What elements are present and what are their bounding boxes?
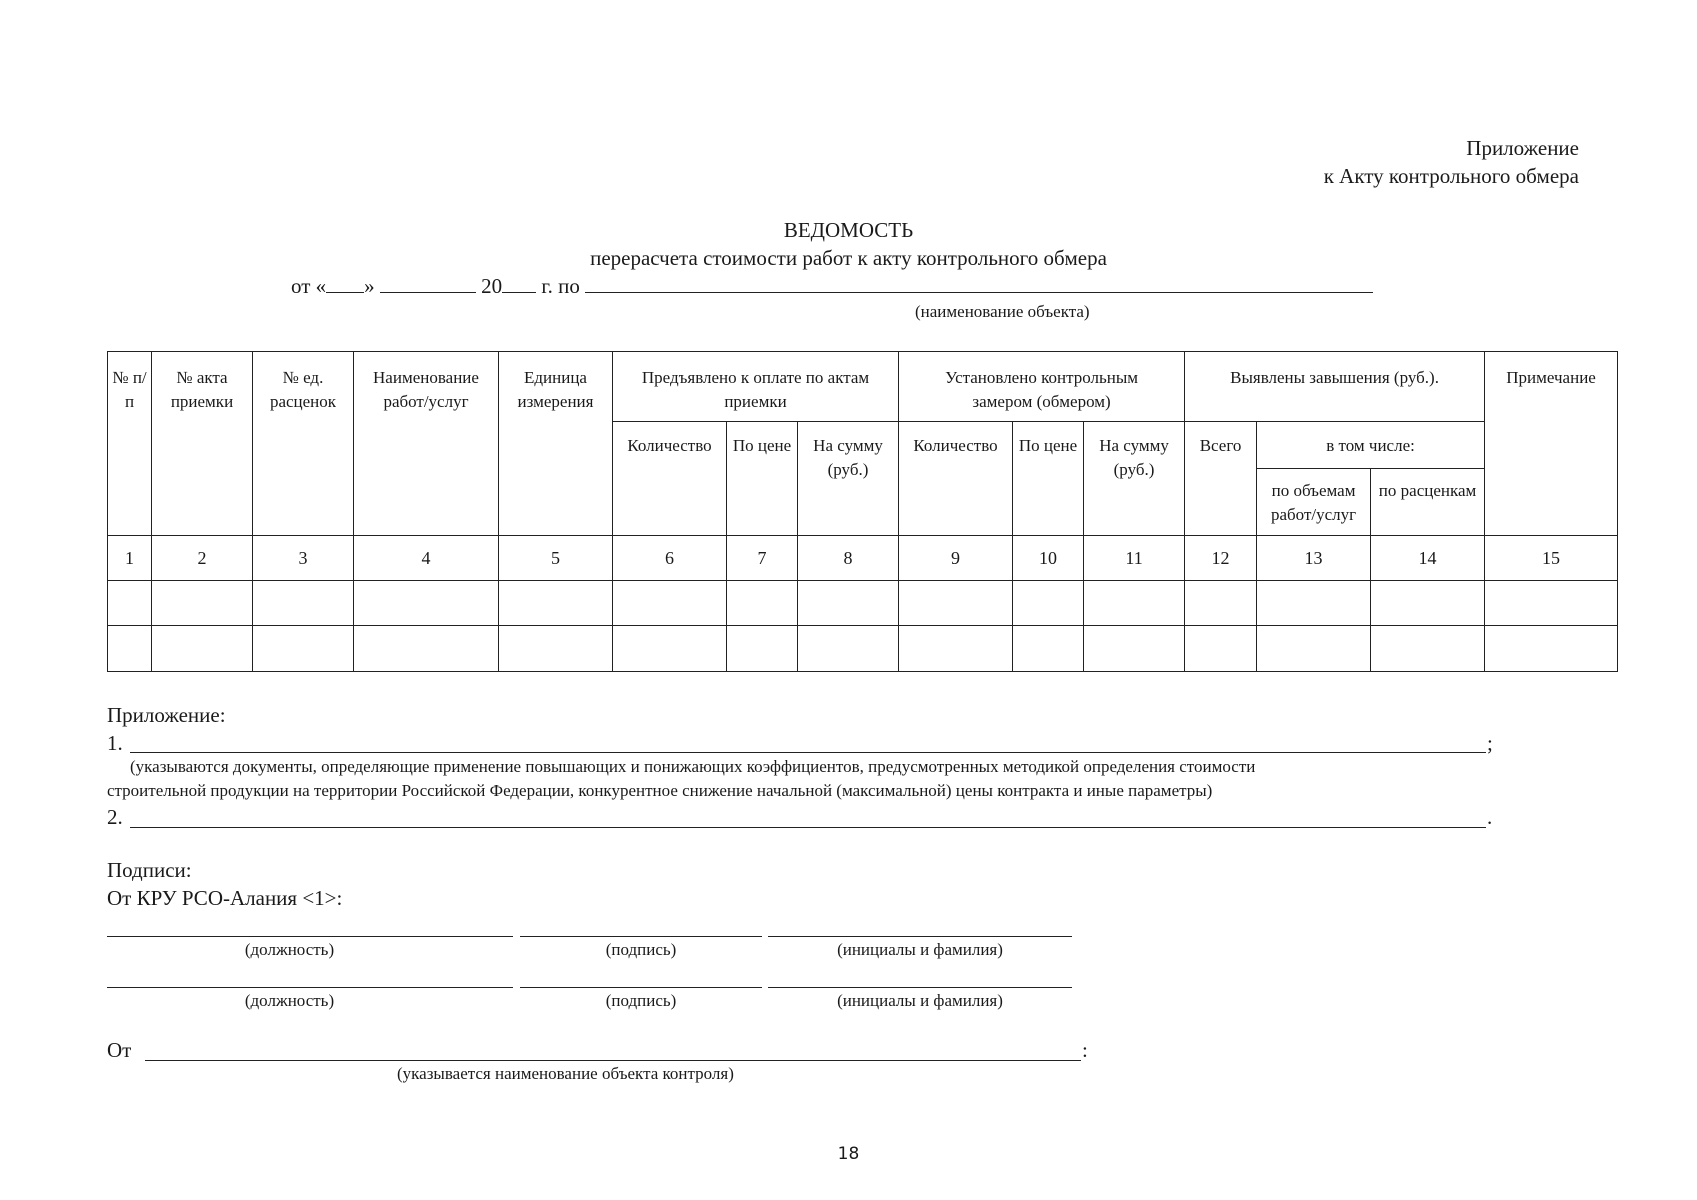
- column-number: 7: [727, 536, 798, 581]
- column-number: 8: [798, 536, 899, 581]
- column-number: 1: [108, 536, 152, 581]
- header-total: Всего: [1185, 422, 1257, 536]
- empty-cell: [899, 626, 1013, 672]
- empty-cell: [1013, 626, 1084, 672]
- header-overstated-group: Выявлены завышения (руб.).: [1185, 352, 1485, 422]
- from-kru-label: От КРУ РСО-Алания <1>:: [107, 886, 343, 910]
- column-numbers-row: [108, 536, 1618, 581]
- empty-cell: [613, 581, 727, 626]
- empty-cell: [1084, 581, 1185, 626]
- signature-line-1: [520, 936, 762, 937]
- appendix-header: [1324, 134, 1579, 190]
- empty-data-row: [108, 581, 1618, 626]
- empty-cell: [499, 626, 613, 672]
- attachment-2-blank: [130, 827, 1486, 828]
- empty-cell: [798, 626, 899, 672]
- position-line-1: [107, 936, 513, 937]
- attachment-note-line-1: (указываются документы, определяющие применение повышающих и понижающих коэффициентов, предусмотренных методикой определения стоимости: [130, 757, 1256, 776]
- appendix-header-line1: Приложение: [1466, 136, 1579, 160]
- empty-cell: [1485, 626, 1618, 672]
- year-prefix: 20: [481, 274, 503, 298]
- header-act-number: № акта приемки: [152, 352, 253, 536]
- empty-cell: [152, 581, 253, 626]
- header-including: в том числе:: [1257, 422, 1485, 469]
- empty-cell: [899, 581, 1013, 626]
- header-quantity: Количество: [613, 422, 727, 536]
- from-label: От: [107, 1038, 132, 1062]
- control-object-blank: [145, 1060, 1081, 1061]
- attachment-2-end: .: [1487, 805, 1493, 829]
- header-note: Примечание: [1485, 352, 1618, 536]
- empty-cell: [354, 581, 499, 626]
- date-line: [291, 274, 1373, 299]
- date-prefix: от «: [291, 274, 327, 298]
- attachment-note-line-2: строительной продукции на территории Российской Федерации, конкурентное снижение начальной (максимальной) цены контракта и иные параметры): [107, 781, 1213, 800]
- column-number: 4: [354, 536, 499, 581]
- day-blank: [326, 292, 364, 293]
- initials-caption-1: (инициалы и фамилия): [837, 940, 1003, 959]
- column-number: 9: [899, 536, 1013, 581]
- year-blank: [502, 292, 536, 293]
- empty-cell: [727, 626, 798, 672]
- attachments-heading: Приложение:: [107, 703, 226, 727]
- header-presented-group: Предъявлено к оплате по актам приемки: [613, 352, 899, 422]
- header-price: По цене: [727, 422, 798, 536]
- attachment-2-label: 2.: [107, 805, 123, 829]
- empty-cell: [108, 581, 152, 626]
- column-number: 10: [1013, 536, 1084, 581]
- document-subtitle: перерасчета стоимости работ к акту контрольного обмера: [590, 246, 1107, 270]
- empty-cell: [1013, 581, 1084, 626]
- position-line-2: [107, 987, 513, 988]
- date-close-quote: »: [364, 274, 375, 298]
- empty-cell: [798, 581, 899, 626]
- control-object-caption: (указывается наименование объекта контроля): [397, 1064, 734, 1083]
- empty-cell: [152, 626, 253, 672]
- signature-caption-1: (подпись): [605, 940, 677, 959]
- document-title: ВЕДОМОСТЬ: [783, 218, 914, 242]
- initials-caption-2: (инициалы и фамилия): [837, 991, 1003, 1010]
- position-caption-2: (должность): [244, 991, 335, 1010]
- empty-cell: [253, 581, 354, 626]
- appendix-header-line2: к Акту контрольного обмера: [1323, 164, 1579, 188]
- header-sum-2: На сумму (руб.): [1084, 422, 1185, 536]
- empty-cell: [253, 626, 354, 672]
- empty-data-row: [108, 626, 1618, 672]
- date-suffix: г. по: [541, 274, 580, 298]
- empty-cell: [1257, 581, 1371, 626]
- initials-line-2: [768, 987, 1072, 988]
- header-sum: На сумму (руб.): [798, 422, 899, 536]
- signatures-heading: Подписи:: [107, 858, 192, 882]
- header-number: № п/п: [108, 352, 152, 536]
- column-number: 6: [613, 536, 727, 581]
- empty-cell: [1371, 626, 1485, 672]
- object-caption: (наименование объекта): [915, 302, 1090, 321]
- signature-caption-2: (подпись): [605, 991, 677, 1010]
- position-caption-1: (должность): [244, 940, 335, 959]
- initials-line-1: [768, 936, 1072, 937]
- header-rate-number: № ед. расценок: [253, 352, 354, 536]
- page-number: 18: [837, 1144, 860, 1164]
- header-quantity-2: Количество: [899, 422, 1013, 536]
- header-by-rates: по расценкам: [1371, 469, 1485, 536]
- empty-cell: [354, 626, 499, 672]
- attachment-1-label: 1.: [107, 731, 123, 755]
- empty-cell: [108, 626, 152, 672]
- column-number: 13: [1257, 536, 1371, 581]
- header-work-name: Наименование работ/услуг: [354, 352, 499, 536]
- column-number: 11: [1084, 536, 1185, 581]
- signature-line-2: [520, 987, 762, 988]
- column-number: 2: [152, 536, 253, 581]
- from-end: :: [1082, 1038, 1088, 1062]
- column-number: 15: [1485, 536, 1618, 581]
- column-number: 3: [253, 536, 354, 581]
- empty-cell: [613, 626, 727, 672]
- empty-cell: [1185, 626, 1257, 672]
- recalculation-table: [107, 351, 1618, 672]
- column-number: 12: [1185, 536, 1257, 581]
- header-row-1: [108, 352, 1618, 422]
- object-name-blank: [585, 292, 1373, 293]
- month-blank: [380, 292, 476, 293]
- header-unit: Единица измерения: [499, 352, 613, 536]
- empty-cell: [499, 581, 613, 626]
- empty-cell: [1371, 581, 1485, 626]
- attachment-1-end: ;: [1487, 731, 1493, 755]
- empty-cell: [1257, 626, 1371, 672]
- column-number: 14: [1371, 536, 1485, 581]
- attachment-1-blank: [130, 752, 1486, 753]
- empty-cell: [727, 581, 798, 626]
- column-number: 5: [499, 536, 613, 581]
- empty-cell: [1485, 581, 1618, 626]
- empty-cell: [1185, 581, 1257, 626]
- header-price-2: По цене: [1013, 422, 1084, 536]
- empty-cell: [1084, 626, 1185, 672]
- header-by-volume: по объемам работ/услуг: [1257, 469, 1371, 536]
- header-established-group: Установлено контрольным замером (обмером): [899, 352, 1185, 422]
